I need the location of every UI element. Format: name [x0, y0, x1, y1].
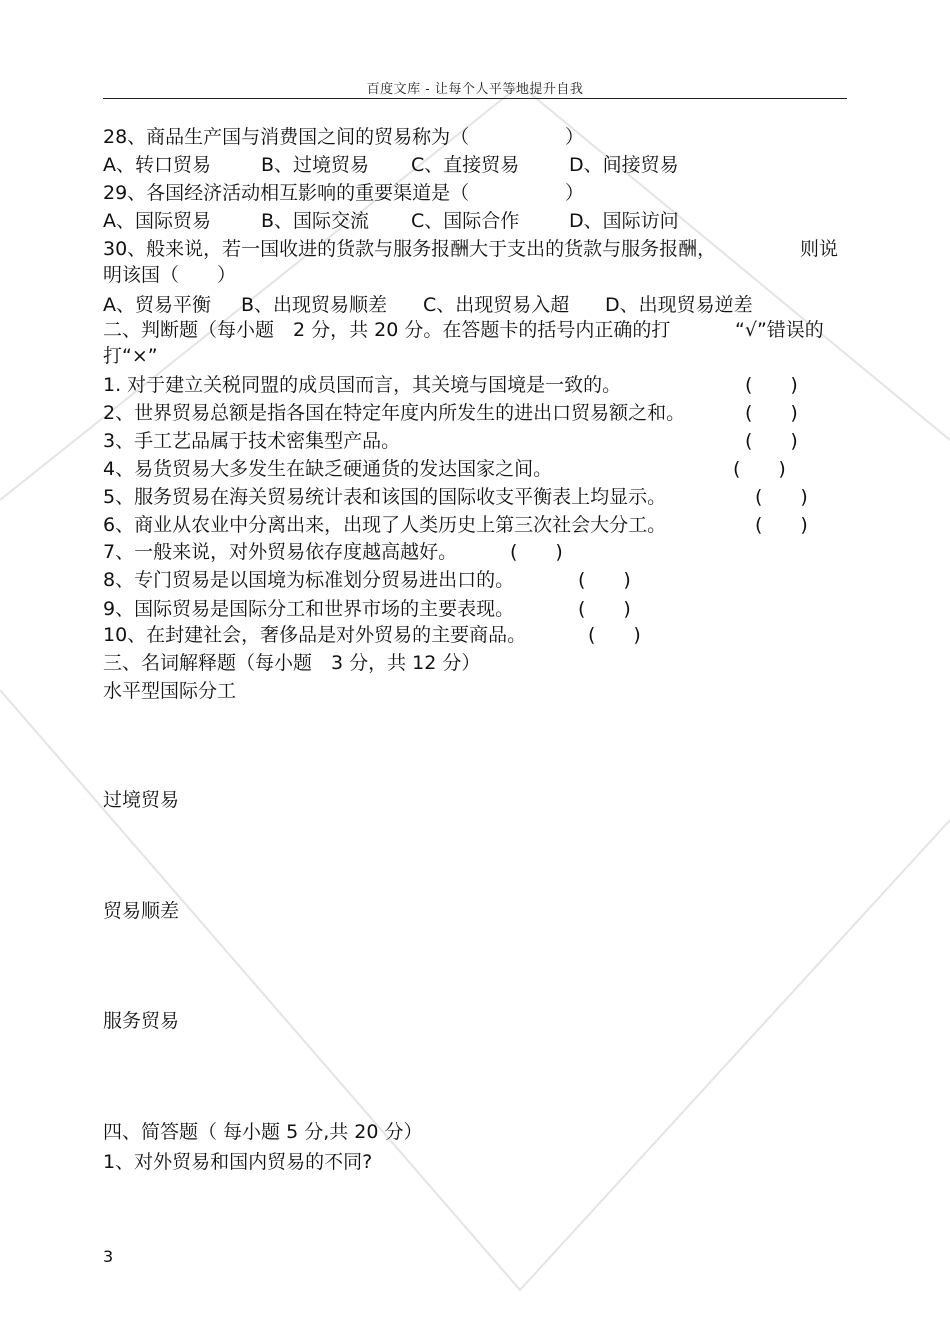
judge-item-4: 4、易货贸易大多发生在缺乏硬通货的发达国家之间。 [103, 458, 553, 480]
term-2: 过境贸易 [103, 789, 180, 811]
option-b: B、出现贸易顺差 [241, 294, 388, 316]
judge-item-2: 2、世界贸易总额是指各国在特定年度内所发生的进出口贸易额之和。 [103, 402, 686, 424]
question-30-line2: 明该国（ ） [103, 264, 237, 286]
question-29-close: ） [565, 182, 585, 204]
answer-bracket: ( ) [745, 402, 798, 424]
answer-bracket: ( ) [745, 374, 798, 396]
term-1: 水平型国际分工 [103, 680, 237, 702]
question-30-line1-end: 则说 [800, 238, 839, 260]
question-28 [103, 125, 469, 149]
question-29-stem: 29、各国经济活动相互影响的重要渠道是（ [103, 182, 470, 204]
header-rule [103, 98, 847, 99]
question-30-line1: 30、般来说，若一国收进的货款与服务报酬大于支出的货款与服务报酬， [103, 238, 717, 260]
term-4: 服务贸易 [103, 1010, 180, 1032]
option-c: C、直接贸易 [411, 154, 520, 176]
question-28-options [103, 153, 679, 177]
option-c: C、出现贸易入超 [423, 294, 570, 316]
section-2-heading: 二、判断题（每小题 2 分，共 20 分。在答题卡的括号内正确的打 [103, 319, 671, 341]
option-d: D、间接贸易 [569, 154, 679, 176]
judge-item-10: 10、在封建社会，奢侈品是对外贸易的主要商品。 [103, 624, 527, 646]
section-2-heading-cont: 打“×” [103, 345, 158, 367]
option-b: B、过境贸易 [261, 154, 370, 176]
section-2-heading-end: “√”错误的 [735, 319, 824, 341]
question-28-stem: 28、商品生产国与消费国之间的贸易称为（ [103, 126, 470, 148]
option-a: A、国际贸易 [103, 210, 211, 232]
answer-bracket: ( ) [733, 458, 786, 480]
page-number: 3 [103, 1247, 114, 1266]
option-d: D、国际访问 [569, 210, 679, 232]
judge-item-7: 7、一般来说，对外贸易依存度越高越好。 [103, 541, 458, 563]
question-30-options [103, 293, 753, 317]
judge-item-1: 1. 对于建立关税同盟的成员国而言，其关境与国境是一致的。 [103, 374, 622, 396]
term-3: 贸易顺差 [103, 900, 180, 922]
question-29-options [103, 209, 679, 233]
answer-bracket: ( ) [755, 514, 808, 536]
answer-bracket: ( ) [578, 569, 631, 591]
answer-bracket: ( ) [510, 541, 563, 563]
section-4-heading: 四、简答题（ 每小题 5 分,共 20 分） [103, 1121, 423, 1143]
question-29 [103, 181, 469, 205]
judge-item-3: 3、手工艺品属于技术密集型产品。 [103, 430, 401, 452]
answer-bracket: ( ) [588, 624, 641, 646]
page-header: 百度文库 - 让每个人平等地提升自我 [366, 82, 584, 97]
judge-item-8: 8、专门贸易是以国境为标准划分贸易进出口的。 [103, 569, 515, 591]
section-3-heading: 三、名词解释题（每小题 3 分，共 12 分） [103, 652, 481, 674]
option-a: A、贸易平衡 [103, 294, 211, 316]
answer-bracket: ( ) [578, 598, 631, 620]
option-c: C、国际合作 [411, 210, 520, 232]
judge-item-6: 6、商业从农业中分离出来，出现了人类历史上第三次社会大分工。 [103, 514, 667, 536]
question-28-close: ） [565, 126, 585, 148]
answer-bracket: ( ) [745, 430, 798, 452]
answer-bracket: ( ) [755, 486, 808, 508]
option-d: D、出现贸易逆差 [605, 294, 753, 316]
judge-item-9: 9、国际贸易是国际分工和世界市场的主要表现。 [103, 598, 515, 620]
section-4-question-1: 1、对外贸易和国内贸易的不同? [103, 1151, 373, 1173]
judge-item-5: 5、服务贸易在海关贸易统计表和该国的国际收支平衡表上均显示。 [103, 486, 667, 508]
option-a: A、转口贸易 [103, 154, 211, 176]
option-b: B、国际交流 [261, 210, 370, 232]
